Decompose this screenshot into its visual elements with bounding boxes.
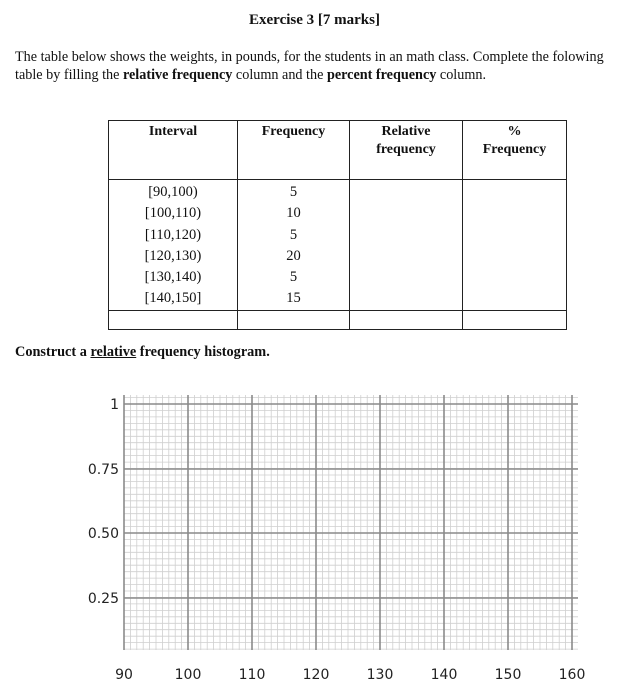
header-percent-line2: Frequency [482, 142, 547, 157]
table-cell-frequency: 20 [286, 247, 301, 264]
header-relative-line1: Relative [381, 124, 431, 139]
exercise-instructions [15, 48, 615, 84]
table-cell-frequency: 5 [289, 269, 298, 286]
table-cell-frequency: 5 [289, 226, 298, 243]
x-tick-label: 140 [430, 667, 458, 683]
table-data-row [109, 180, 567, 311]
x-tick-label: 150 [494, 667, 522, 683]
intro-bold-relative: relative frequency [122, 67, 233, 83]
frequency-table [108, 120, 567, 330]
table-cell-interval: [100,110) [144, 205, 202, 222]
table-cell-interval: [110,120) [144, 226, 202, 243]
graph-paper-grid[interactable] [0, 390, 629, 700]
table-header-row [109, 121, 567, 180]
header-frequency: Frequency [238, 121, 350, 180]
table-cell-frequency: 5 [289, 184, 298, 200]
x-tick-label: 100 [174, 667, 202, 683]
blank-cell[interactable] [350, 311, 463, 330]
histogram-prompt-underlined: relative [90, 344, 137, 360]
intro-text-1: The table below shows the weights, in pounds, for the students in an math class. Complete the folowing table by filling the [15, 49, 604, 83]
relative-frequency-answer-cell[interactable] [350, 180, 463, 311]
table-blank-row [109, 311, 567, 330]
intro-text-3: column. [436, 67, 486, 83]
y-tick-label: 0.50 [87, 526, 119, 542]
histogram-prompt-2: frequency histogram. [136, 344, 270, 360]
histogram-instruction [15, 344, 270, 361]
header-percent-frequency [463, 121, 567, 180]
header-relative-frequency [350, 121, 463, 180]
frequency-column [238, 180, 350, 311]
y-tick-label: 1 [110, 397, 119, 413]
blank-cell[interactable] [463, 311, 567, 330]
header-interval: Interval [109, 121, 238, 180]
table-cell-interval: [140,150] [144, 290, 202, 307]
table-cell-interval: [90,100) [148, 184, 198, 200]
interval-column [109, 180, 238, 311]
x-tick-label: 130 [366, 667, 394, 683]
y-tick-label: 0.25 [87, 591, 119, 607]
intro-text-2: column and the [232, 67, 327, 83]
grid-lines [124, 395, 578, 650]
blank-cell [109, 311, 238, 330]
histogram-prompt-1: Construct a [15, 344, 91, 360]
x-tick-label: 110 [238, 667, 266, 683]
table-cell-interval: [130,140) [144, 269, 202, 286]
blank-cell [238, 311, 350, 330]
y-tick-label: 0.75 [87, 462, 119, 478]
exercise-title: Exercise 3 [7 marks] [249, 12, 380, 28]
table-cell-frequency: 10 [286, 205, 301, 222]
header-relative-line2: frequency [376, 142, 436, 157]
x-tick-label: 160 [558, 667, 586, 683]
x-tick-label: 90 [115, 667, 133, 683]
percent-frequency-answer-cell[interactable] [463, 180, 567, 311]
intro-bold-percent: percent frequency [326, 67, 437, 83]
y-axis-labels [88, 397, 119, 607]
table-cell-interval: [120,130) [144, 247, 202, 264]
x-axis-labels [115, 667, 585, 683]
table-cell-frequency: 15 [286, 290, 301, 307]
x-tick-label: 120 [302, 667, 330, 683]
header-percent-line1: % [507, 124, 522, 139]
